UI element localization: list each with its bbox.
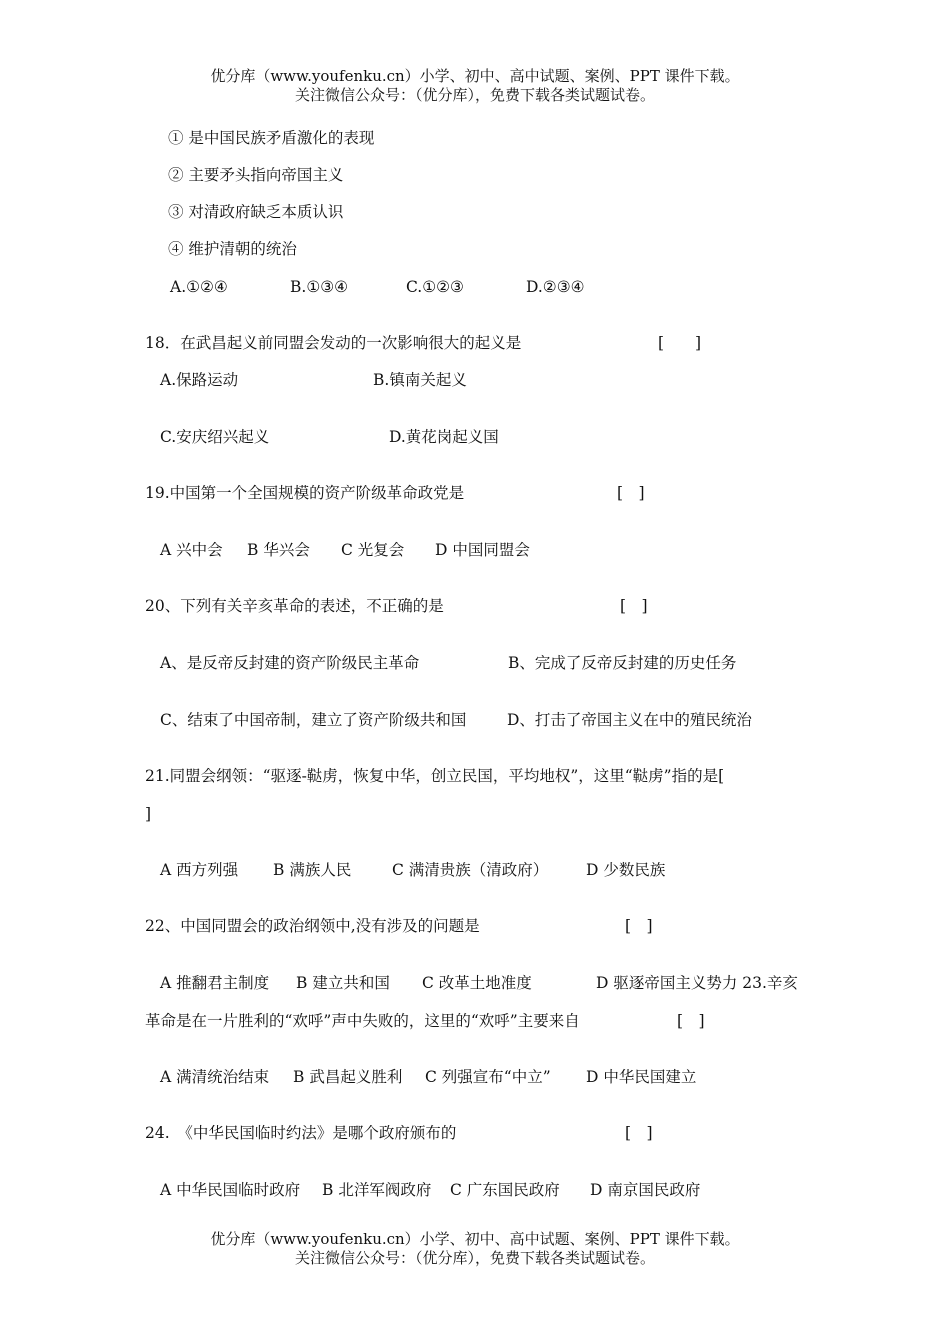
q19-option-c: C 光复会 [341, 541, 405, 559]
q17-item-3: ③ 对清政府缺乏本质认识 [168, 203, 344, 221]
q18-option-a: A.保路运动 [160, 371, 239, 389]
q22-stem: 22、中国同盟会的政治纲领中,没有涉及的问题是 [145, 917, 480, 935]
q18-answer-bracket: [ ] [658, 334, 702, 352]
q17-option-b: B.①③④ [290, 278, 349, 296]
q19-option-b: B 华兴会 [247, 541, 310, 559]
q20-option-d: D、打击了帝国主义在中的殖民统治 [507, 711, 752, 729]
q19-option-a: A 兴中会 [160, 541, 223, 559]
q21-option-a: A 西方列强 [160, 861, 239, 879]
q23-option-c: C 列强宣布“中立” [425, 1068, 551, 1086]
q18-option-d: D.黄花岗起义国 [389, 428, 499, 446]
q19-answer-bracket: [ ] [617, 484, 645, 502]
q22-option-a: A 推翻君主制度 [160, 974, 270, 992]
q17-item-2: ② 主要矛头指向帝国主义 [168, 166, 344, 184]
q17-item-4: ④ 维护清朝的统治 [168, 240, 297, 258]
q24-stem: 24. 《中华民国临时约法》是哪个政府颁布的 [145, 1124, 457, 1142]
q22-option-b: B 建立共和国 [296, 974, 390, 992]
q24-option-d: D 南京国民政府 [590, 1181, 701, 1199]
q20-option-b: B、完成了反帝反封建的历史任务 [508, 654, 737, 672]
q21-option-b: B 满族人民 [273, 861, 352, 879]
q19-stem: 19.中国第一个全国规模的资产阶级革命政党是 [145, 484, 465, 502]
q18-option-c: C.安庆绍兴起义 [160, 428, 270, 446]
q18-stem: 18．在武昌起义前同盟会发动的一次影响很大的起义是 [145, 334, 522, 352]
q24-answer-bracket: [ ] [625, 1124, 653, 1142]
page-header-line-2: 关注微信公众号：（优分库），免费下载各类试题试卷。 [294, 86, 655, 104]
q17-item-1: ① 是中国民族矛盾激化的表现 [168, 129, 375, 147]
q21-option-c: C 满清贵族（清政府） [392, 861, 549, 879]
q18-option-b: B.镇南关起义 [373, 371, 467, 389]
page-footer-line-2: 关注微信公众号：（优分库），免费下载各类试题试卷。 [294, 1249, 655, 1267]
q22-option-c: C 改革土地准度 [422, 974, 532, 992]
q23-answer-bracket: [ ] [677, 1012, 705, 1030]
q24-option-a: A 中华民国临时政府 [160, 1181, 301, 1199]
q23-stem-continuation: 革命是在一片胜利的“欢呼”声中失败的，这里的“欢呼”主要来自 [145, 1012, 580, 1030]
q20-stem: 20、下列有关辛亥革命的表述，不正确的是 [145, 597, 444, 615]
q17-option-d: D.②③④ [526, 278, 585, 296]
q17-option-a: A.①②④ [170, 278, 228, 296]
q21-stem: 21.同盟会纲领：“驱逐-鞑虏，恢复中华，创立民国，平均地权”，这里“鞑虏”指的是[ [145, 767, 725, 785]
q23-option-b: B 武昌起义胜利 [293, 1068, 403, 1086]
q20-option-a: A、是反帝反封建的资产阶级民主革命 [160, 654, 420, 672]
q19-option-d: D 中国同盟会 [435, 541, 530, 559]
q24-option-c: C 广东国民政府 [450, 1181, 560, 1199]
page-header-line-1: 优分库（www.youfenku.cn）小学、初中、高中试题、案例、PPT 课件下载。 [210, 67, 740, 85]
q24-option-b: B 北洋军阀政府 [322, 1181, 432, 1199]
q17-option-c: C.①②③ [406, 278, 464, 296]
q22-option-d: D 驱逐帝国主义势力 23.辛亥 [596, 974, 798, 992]
q20-answer-bracket: [ ] [620, 597, 648, 615]
page-footer-line-1: 优分库（www.youfenku.cn）小学、初中、高中试题、案例、PPT 课件下载。 [210, 1230, 740, 1248]
q20-option-c: C、结束了中国帝制，建立了资产阶级共和国 [160, 711, 467, 729]
q21-stem-continuation: ] [145, 805, 152, 823]
q21-option-d: D 少数民族 [586, 861, 666, 879]
q23-option-d: D 中华民国建立 [586, 1068, 697, 1086]
q22-answer-bracket: [ ] [625, 917, 653, 935]
q23-option-a: A 满清统治结束 [160, 1068, 270, 1086]
